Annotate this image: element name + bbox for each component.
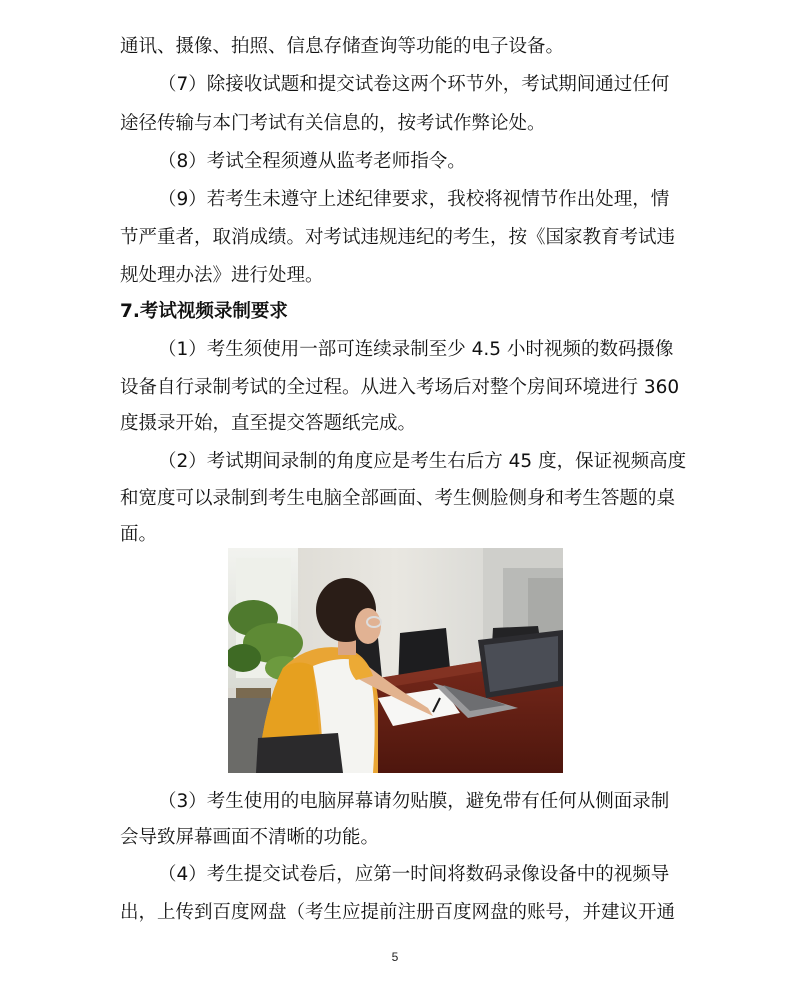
- body-line: （7）除接收试题和提交试卷这两个环节外，考试期间通过任何: [158, 74, 670, 95]
- body-line: 设备自行录制考试的全过程。从进入考场后对整个房间环境进行 360: [120, 377, 680, 398]
- section-heading: 7.考试视频录制要求: [120, 301, 288, 322]
- photo-illustration: [228, 548, 563, 773]
- exam-recording-photo: [228, 548, 563, 773]
- page-number: 5: [391, 950, 399, 964]
- body-line: （3）考生使用的电脑屏幕请勿贴膜，避免带有任何从侧面录制: [158, 791, 670, 812]
- body-line: 通讯、摄像、拍照、信息存储查询等功能的电子设备。: [120, 36, 565, 57]
- body-line: 规处理办法》进行处理。: [120, 265, 324, 286]
- body-line: （9）若考生未遵守上述纪律要求，我校将视情节作出处理，情: [158, 189, 670, 210]
- body-line: （8）考试全程须遵从监考老师指令。: [158, 151, 466, 172]
- body-line: 途径传输与本门考试有关信息的，按考试作弊论处。: [120, 113, 546, 134]
- body-line: 度摄录开始，直至提交答题纸完成。: [120, 413, 417, 434]
- body-line: 会导致屏幕画面不清晰的功能。: [120, 827, 380, 848]
- body-line: 面。: [120, 524, 158, 545]
- body-line: （2）考试期间录制的角度应是考生右后方 45 度，保证视频高度: [158, 451, 687, 472]
- body-line: 和宽度可以录制到考生电脑全部画面、考生侧脸侧身和考生答题的桌: [120, 488, 676, 509]
- body-line: （4）考生提交试卷后，应第一时间将数码录像设备中的视频导: [158, 864, 670, 885]
- body-line: 出，上传到百度网盘（考生应提前注册百度网盘的账号，并建议开通: [120, 902, 676, 923]
- body-line: 节严重者，取消成绩。对考试违规违纪的考生，按《国家教育考试违: [120, 227, 676, 248]
- body-line: （1）考生须使用一部可连续录制至少 4.5 小时视频的数码摄像: [158, 339, 674, 360]
